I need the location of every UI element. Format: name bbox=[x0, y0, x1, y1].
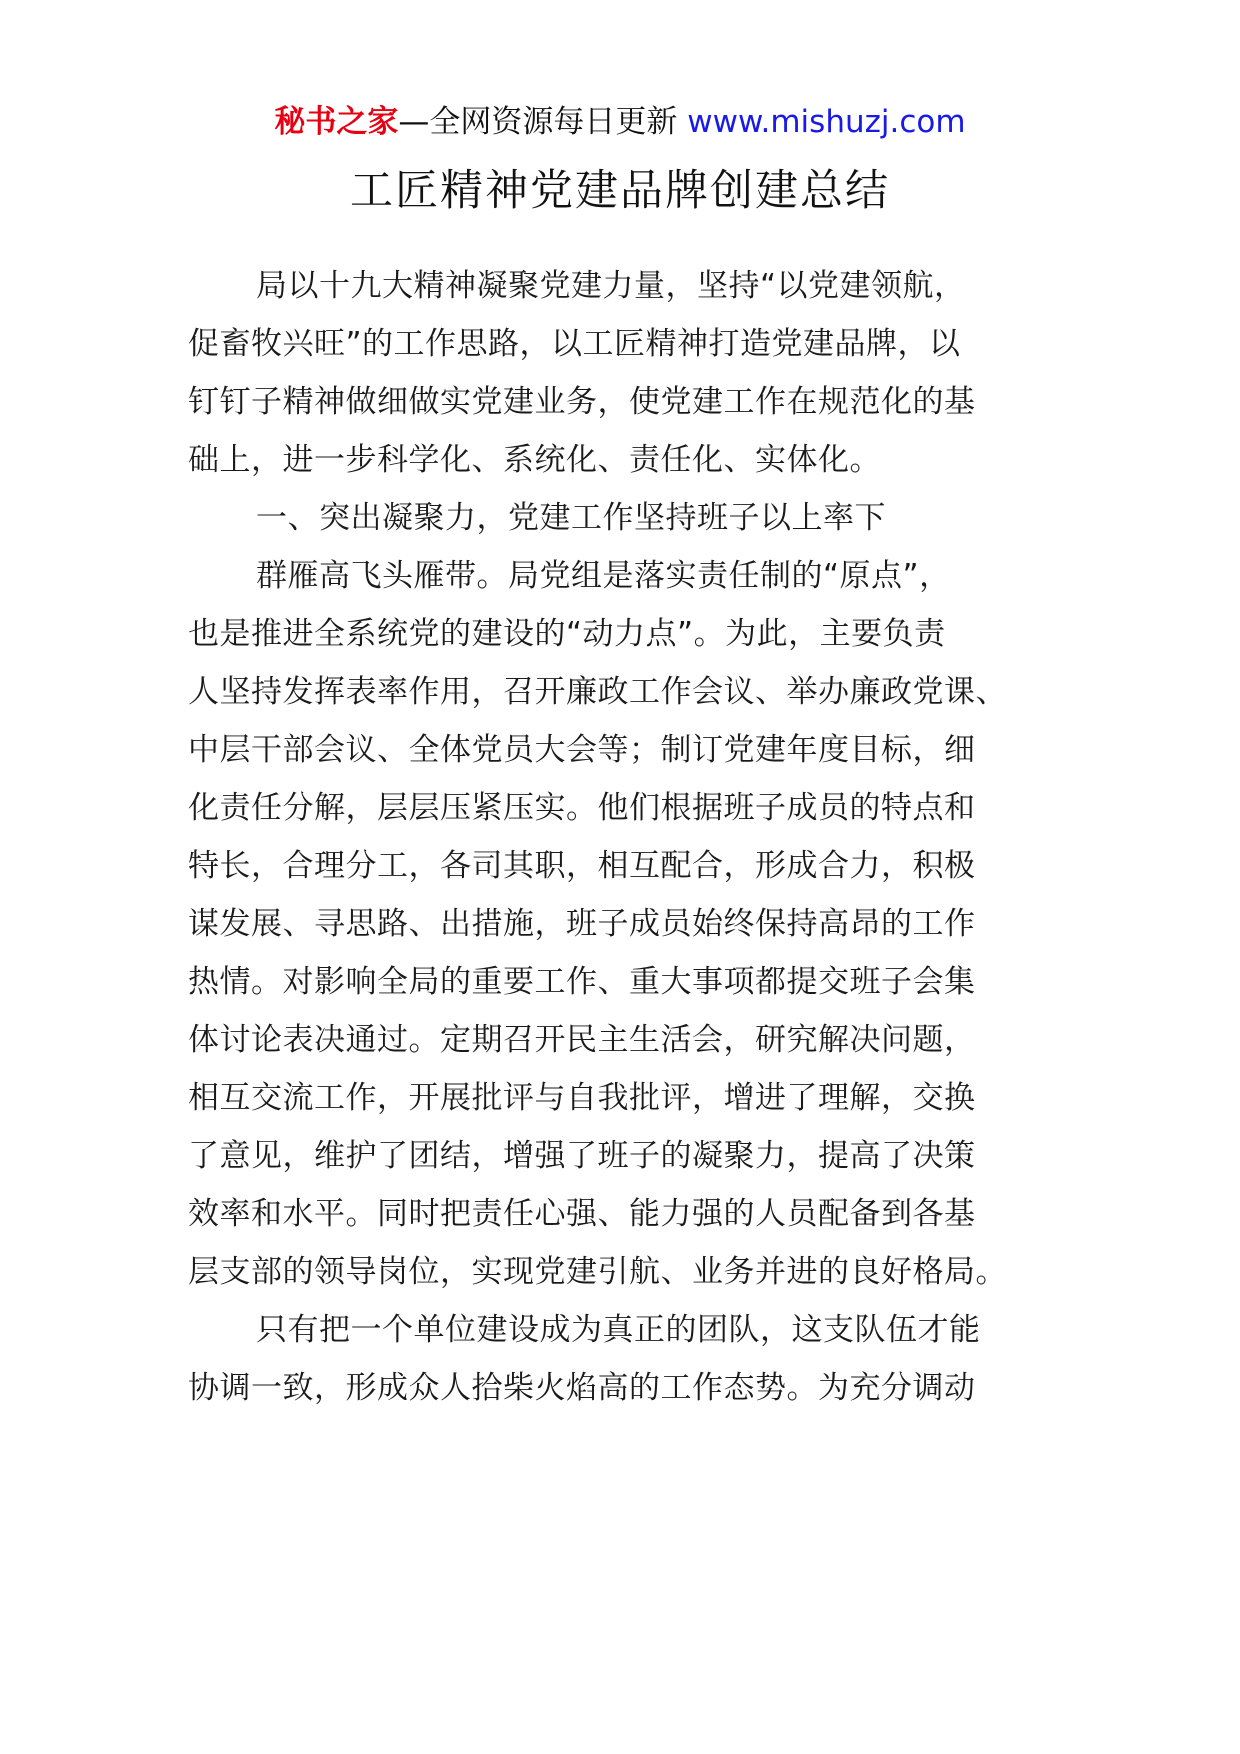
paragraph-2-line-4: 中层干部会议、全体党员大会等；制订党建年度目标，细 bbox=[188, 732, 976, 768]
paragraph-2-line-2: 也是推进全系统党的建设的“动力点”。为此，主要负责 bbox=[188, 616, 946, 652]
paragraph-2-line-12: 效率和水平。同时把责任心强、能力强的人员配备到各基 bbox=[188, 1196, 976, 1232]
paragraph-1-line-1: 局以十九大精神凝聚党建力量，坚持“以党建领航， bbox=[256, 268, 966, 304]
paragraph-1-line-2: 促畜牧兴旺”的工作思路，以工匠精神打造党建品牌，以 bbox=[188, 326, 961, 362]
paragraph-2-line-10: 相互交流工作，开展批评与自我批评，增进了理解，交换 bbox=[188, 1080, 976, 1116]
paragraph-2-line-6: 特长，合理分工，各司其职，相互配合，形成合力，积极 bbox=[188, 848, 976, 884]
paragraph-2-line-11: 了意见，维护了团结，增强了班子的凝聚力，提高了决策 bbox=[188, 1138, 976, 1174]
paragraph-2-line-13: 层支部的领导岗位，实现党建引航、业务并进的良好格局。 bbox=[188, 1254, 1007, 1290]
document-title: 工匠精神党建品牌创建总结 bbox=[350, 166, 890, 216]
paragraph-3-line-2: 协调一致，形成众人拾柴火焰高的工作态势。为充分调动 bbox=[188, 1370, 976, 1406]
paragraph-2-line-5: 化责任分解，层层压紧压实。他们根据班子成员的特点和 bbox=[188, 790, 976, 826]
paragraph-3-line-1: 只有把一个单位建设成为真正的团队，这支队伍才能 bbox=[256, 1312, 981, 1348]
site-header bbox=[0, 100, 1240, 144]
paragraph-2-line-1: 群雁高飞头雁带。局党组是落实责任制的“原点”， bbox=[256, 558, 951, 594]
site-url-link[interactable]: www.mishuzj.com bbox=[687, 104, 966, 140]
paragraph-1-line-3: 钉钉子精神做细做实党建业务，使党建工作在规范化的基 bbox=[188, 384, 976, 420]
paragraph-1-line-4: 础上，进一步科学化、系统化、责任化、实体化。 bbox=[188, 442, 881, 478]
site-name: 秘书之家 bbox=[274, 104, 399, 140]
paragraph-2-line-7: 谋发展、寻思路、出措施，班子成员始终保持高昂的工作 bbox=[188, 906, 976, 942]
paragraph-2-line-9: 体讨论表决通过。定期召开民主生活会，研究解决问题， bbox=[188, 1022, 976, 1058]
section-heading-1: 一、突出凝聚力，党建工作坚持班子以上率下 bbox=[256, 500, 886, 536]
paragraph-2-line-8: 热情。对影响全局的重要工作、重大事项都提交班子会集 bbox=[188, 964, 976, 1000]
site-tagline: —全网资源每日更新 bbox=[398, 104, 688, 140]
paragraph-2-line-3: 人坚持发挥表率作用，召开廉政工作会议、举办廉政党课、 bbox=[188, 674, 1007, 710]
